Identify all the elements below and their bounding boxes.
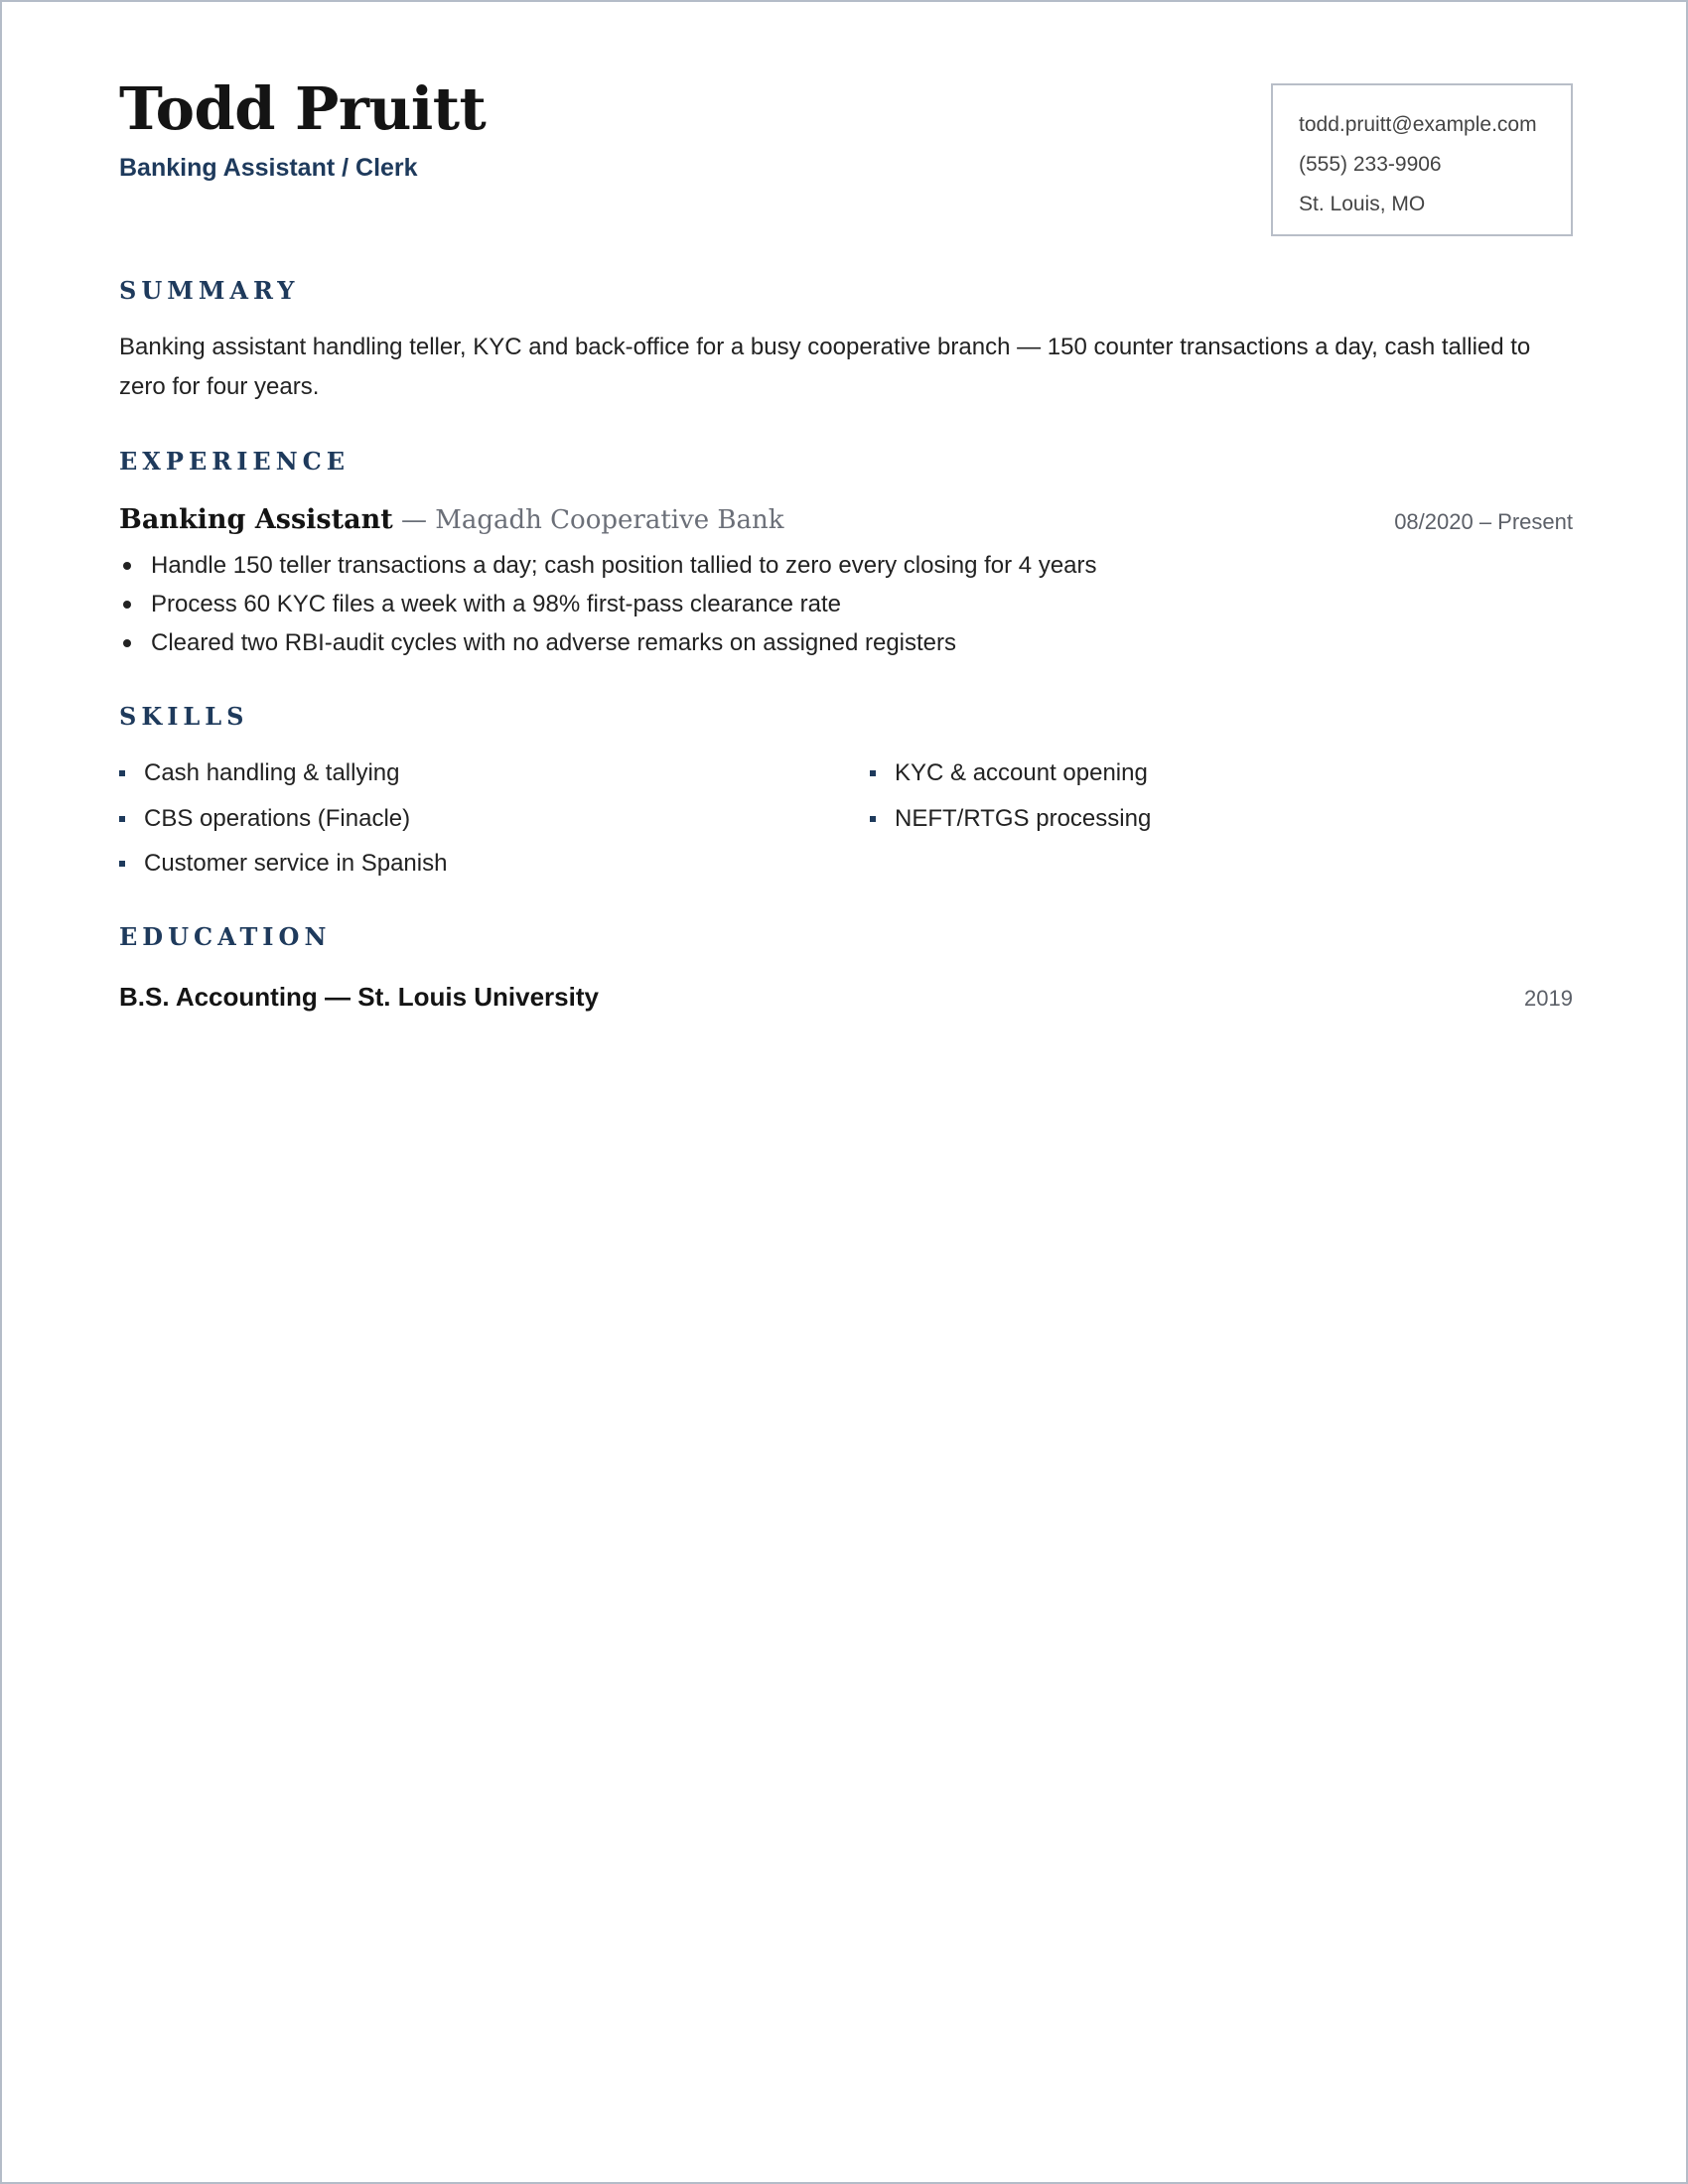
bullet-dot-icon bbox=[123, 639, 131, 647]
job-separator: — bbox=[392, 505, 436, 535]
job-bullet bbox=[151, 585, 1561, 623]
skill-item bbox=[119, 753, 400, 793]
bullet-dot-icon bbox=[123, 601, 131, 609]
job-title: Banking Assistant bbox=[119, 504, 393, 535]
skill-item bbox=[870, 753, 1148, 793]
job-bullets bbox=[151, 546, 1561, 662]
skill-text: CBS operations (Finacle) bbox=[144, 805, 411, 832]
job-bullet-text: Handle 150 teller transactions a day; cash position tallied to zero every closing for 4 years bbox=[151, 552, 1097, 579]
education-heading: EDUCATION bbox=[119, 922, 332, 951]
skill-text: NEFT/RTGS processing bbox=[895, 805, 1152, 832]
job-bullet bbox=[151, 623, 1561, 662]
skill-text: KYC & account opening bbox=[895, 759, 1148, 786]
candidate-title: Banking Assistant / Clerk bbox=[119, 154, 418, 182]
contact-box bbox=[1271, 83, 1573, 236]
square-bullet-icon bbox=[119, 816, 125, 822]
summary-heading: SUMMARY bbox=[119, 276, 300, 305]
education-degree: B.S. Accounting — St. Louis University bbox=[119, 982, 599, 1012]
job-dates: 08/2020 – Present bbox=[1394, 509, 1573, 534]
job-bullet bbox=[151, 546, 1561, 585]
skill-item bbox=[870, 799, 1151, 839]
contact-phone[interactable]: (555) 233-9906 bbox=[1299, 153, 1442, 176]
summary-text: Banking assistant handling teller, KYC and back-office for a busy cooperative branch — 150 counter transactions a day, cash tallied to zero for four years. bbox=[119, 334, 1531, 400]
skill-item bbox=[119, 799, 410, 839]
square-bullet-icon bbox=[119, 861, 125, 867]
bullet-dot-icon bbox=[123, 562, 131, 570]
job-bullet-text: Process 60 KYC files a week with a 98% first-pass clearance rate bbox=[151, 591, 841, 617]
skill-text: Customer service in Spanish bbox=[144, 850, 448, 877]
contact-location: St. Louis, MO bbox=[1299, 193, 1426, 215]
contact-email[interactable]: todd.pruitt@example.com bbox=[1299, 113, 1537, 136]
candidate-name: Todd Pruitt bbox=[119, 74, 487, 143]
job-bullet-text: Cleared two RBI-audit cycles with no adverse remarks on assigned registers bbox=[151, 629, 957, 656]
skills-heading: SKILLS bbox=[119, 702, 249, 731]
job-entry bbox=[119, 500, 1573, 540]
square-bullet-icon bbox=[870, 816, 876, 822]
education-entry bbox=[119, 977, 1573, 1017]
skill-text: Cash handling & tallying bbox=[144, 759, 400, 786]
skill-item bbox=[119, 844, 447, 884]
square-bullet-icon bbox=[119, 770, 125, 776]
job-company: Magadh Cooperative Bank bbox=[435, 505, 784, 535]
square-bullet-icon bbox=[870, 770, 876, 776]
education-year: 2019 bbox=[1524, 986, 1573, 1011]
experience-heading: EXPERIENCE bbox=[119, 447, 351, 476]
